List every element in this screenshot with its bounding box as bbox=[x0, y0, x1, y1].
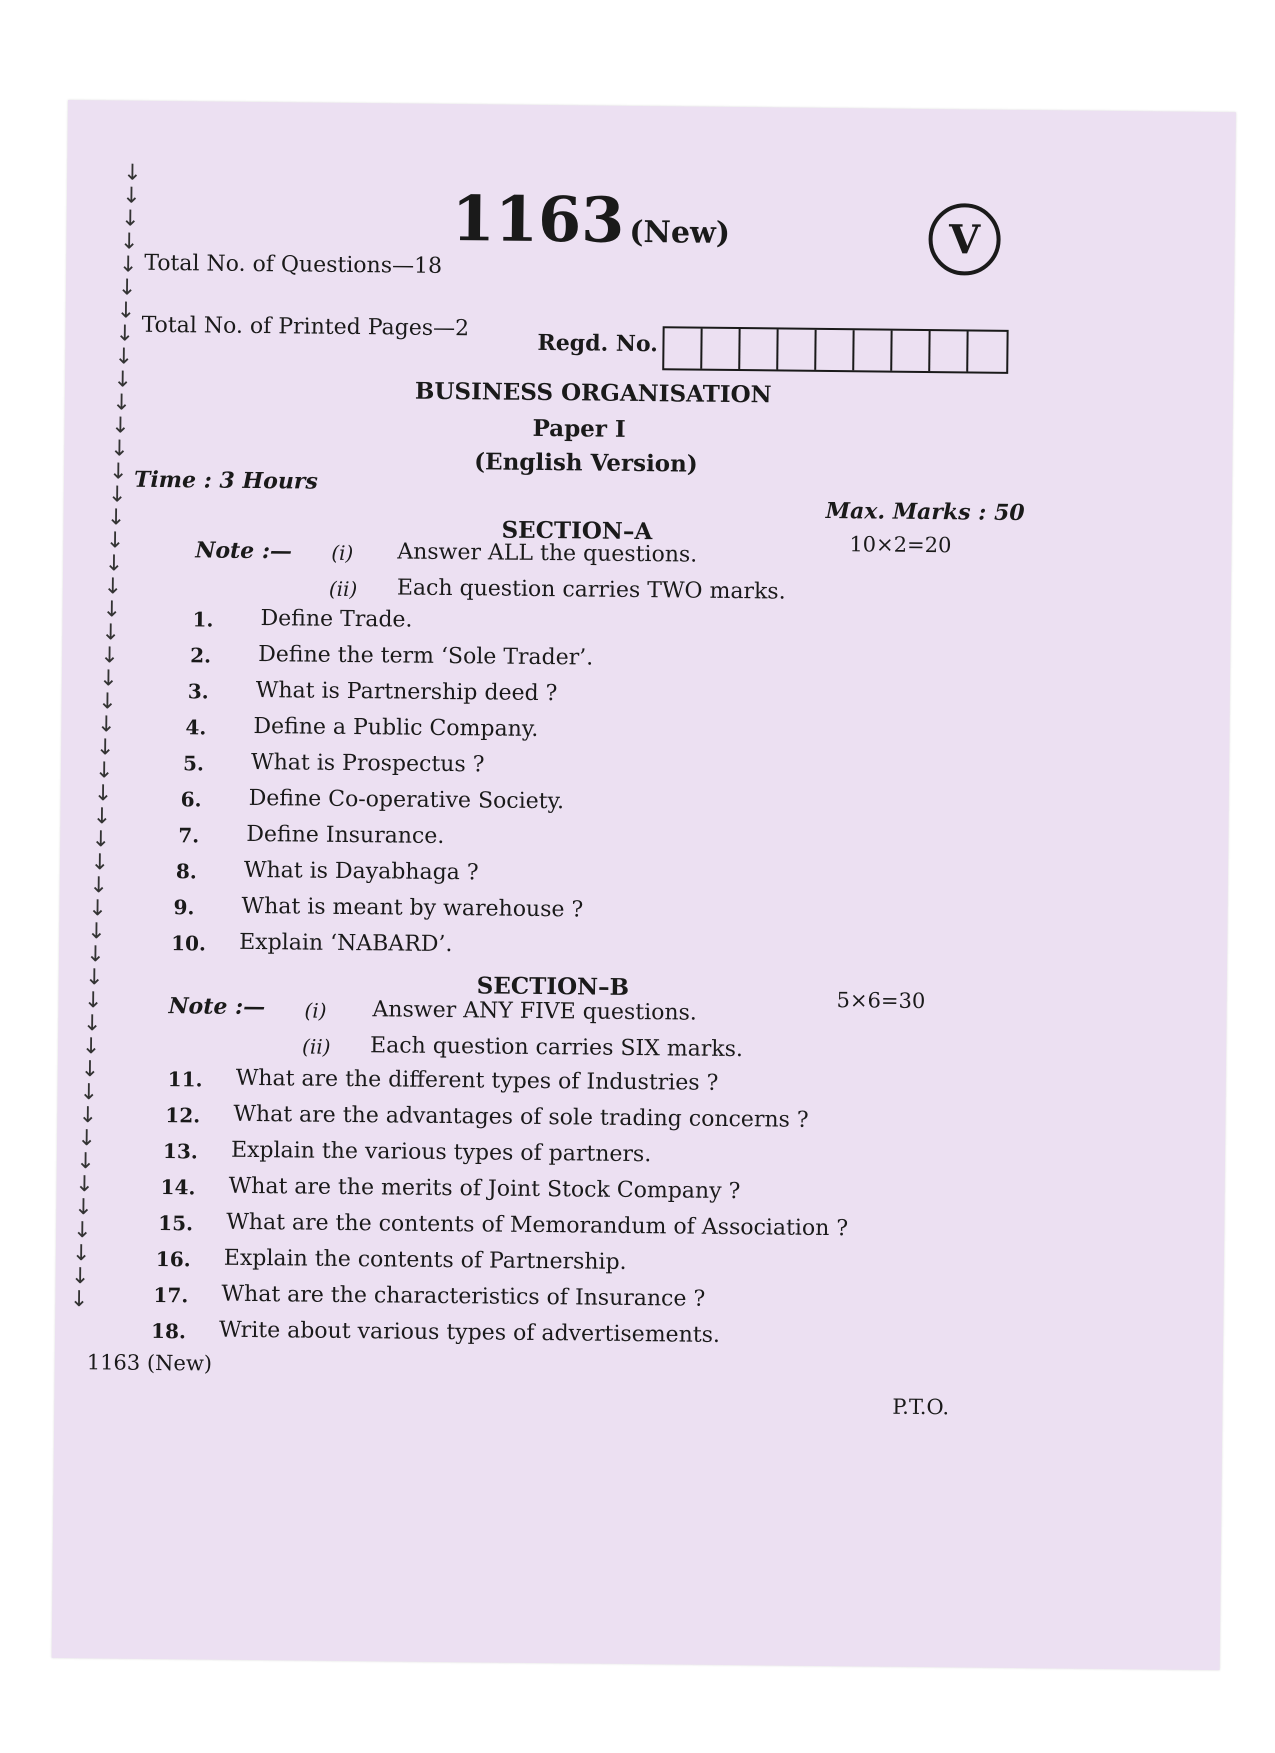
margin-arrow: ↓ bbox=[72, 1218, 92, 1244]
regd-digit-box[interactable] bbox=[968, 331, 1006, 371]
margin-arrow: ↓ bbox=[95, 735, 115, 761]
section-b-note-label: Note :— bbox=[168, 993, 266, 1021]
question-text: Explain the various types of partners. bbox=[230, 1137, 652, 1168]
margin-arrow: ↓ bbox=[90, 850, 110, 876]
question-text: What are the different types of Industries ? bbox=[235, 1065, 719, 1096]
question-number: 17. bbox=[153, 1282, 189, 1308]
question-number: 8. bbox=[175, 859, 197, 884]
margin-arrow: ↓ bbox=[101, 620, 120, 646]
margin-arrow: ↓ bbox=[69, 1287, 89, 1313]
regd-digit-box[interactable] bbox=[740, 329, 778, 369]
margin-arrow: ↓ bbox=[71, 1241, 91, 1267]
margin-arrow: ↓ bbox=[98, 689, 117, 715]
margin-arrow: ↓ bbox=[81, 1034, 101, 1060]
question-text: Define the term ‘Sole Trader’. bbox=[258, 642, 594, 671]
section-a-heading: SECTION–A bbox=[501, 516, 653, 546]
margin-arrow: ↓ bbox=[119, 229, 139, 255]
margin-arrow: ↓ bbox=[80, 1057, 100, 1083]
question-text: Define Trade. bbox=[260, 606, 413, 633]
note-item-number: (ii) bbox=[328, 576, 358, 602]
note-item-number: (i) bbox=[331, 540, 354, 566]
version-badge bbox=[928, 203, 1001, 276]
question-number: 11. bbox=[167, 1067, 203, 1092]
margin-arrow: ↓ bbox=[96, 712, 116, 738]
exam-sheet bbox=[52, 100, 1236, 1670]
question-text: What is Prospectus ? bbox=[250, 749, 485, 778]
question-number: 1. bbox=[192, 607, 214, 632]
note-item-number: (ii) bbox=[301, 1034, 331, 1059]
section-b-heading: SECTION–B bbox=[476, 972, 630, 1001]
margin-arrow: ↓ bbox=[84, 965, 104, 991]
paper-title bbox=[451, 182, 730, 258]
margin-arrow: ↓ bbox=[89, 873, 108, 899]
question-number: 7. bbox=[178, 823, 200, 848]
margin-arrow: ↓ bbox=[111, 413, 130, 439]
total-questions: Total No. of Questions—18 bbox=[144, 250, 443, 279]
regd-label: Regd. No. bbox=[537, 329, 659, 358]
question-number: 4. bbox=[185, 715, 207, 740]
margin-arrow: ↓ bbox=[94, 758, 114, 784]
question-number: 9. bbox=[173, 895, 195, 920]
question-text: What is meant by warehouse ? bbox=[241, 893, 584, 923]
margin-arrow: ↓ bbox=[118, 252, 138, 278]
section-b-scheme: 5×6=30 bbox=[836, 988, 926, 1014]
margin-arrow: ↓ bbox=[112, 390, 131, 416]
regd-number-boxes[interactable] bbox=[662, 326, 1008, 374]
question-text: Explain the contents of Partnership. bbox=[223, 1245, 627, 1275]
question-number: 18. bbox=[150, 1318, 187, 1344]
regd-digit-box[interactable] bbox=[816, 330, 854, 370]
question-text: What are the merits of Joint Stock Company ? bbox=[228, 1173, 741, 1205]
margin-arrow: ↓ bbox=[116, 298, 136, 324]
margin-arrow: ↓ bbox=[106, 505, 126, 531]
question-text: Define Co-operative Society. bbox=[248, 785, 565, 815]
margin-arrow: ↓ bbox=[115, 321, 135, 347]
margin-arrow: ↓ bbox=[108, 459, 128, 485]
margin-arrow: ↓ bbox=[86, 942, 105, 968]
margin-arrow: ↓ bbox=[82, 1011, 102, 1037]
margin-arrow: ↓ bbox=[93, 781, 113, 807]
question-number: 5. bbox=[182, 751, 205, 776]
question-number: 3. bbox=[187, 679, 209, 704]
question-number: 10. bbox=[171, 931, 207, 956]
paper-code: 1163 bbox=[451, 182, 625, 257]
time-limit: Time : 3 Hours bbox=[133, 466, 318, 495]
question-text: Write about various types of advertisements. bbox=[218, 1317, 721, 1348]
regd-digit-box[interactable] bbox=[778, 329, 816, 369]
question-number: 15. bbox=[158, 1211, 194, 1236]
margin-arrow: ↓ bbox=[105, 528, 125, 554]
footer-paper-code: 1163 (New) bbox=[86, 1350, 213, 1376]
margin-arrow: ↓ bbox=[117, 275, 137, 301]
question-number: 13. bbox=[162, 1139, 198, 1164]
margin-arrow: ↓ bbox=[88, 896, 107, 922]
question-text: What are the advantages of sole trading concerns ? bbox=[233, 1101, 809, 1133]
note-item-text: Each question carries SIX marks. bbox=[369, 1033, 744, 1063]
margin-arrow: ↓ bbox=[77, 1126, 97, 1152]
section-a-scheme: 10×2=20 bbox=[849, 532, 952, 558]
total-pages: Total No. of Printed Pages—2 bbox=[141, 312, 470, 342]
question-number: 6. bbox=[180, 787, 202, 812]
margin-arrow: ↓ bbox=[104, 551, 124, 577]
margin-arrow: ↓ bbox=[74, 1195, 93, 1221]
margin-arrow: ↓ bbox=[100, 643, 119, 669]
paper-tag: (New) bbox=[629, 214, 731, 251]
margin-arrow: ↓ bbox=[99, 666, 118, 692]
margin-arrow: ↓ bbox=[75, 1172, 94, 1198]
margin-arrow: ↓ bbox=[113, 367, 132, 393]
regd-digit-box[interactable] bbox=[892, 331, 930, 371]
question-text: Define Insurance. bbox=[246, 821, 445, 849]
version-badge-letter: V bbox=[948, 215, 981, 264]
question-text: What is Dayabhaga ? bbox=[243, 857, 479, 886]
note-item-number: (i) bbox=[304, 998, 327, 1023]
note-item-text: Answer ANY FIVE questions. bbox=[372, 997, 698, 1026]
margin-arrow: ↓ bbox=[114, 344, 134, 370]
margin-arrow: ↓ bbox=[107, 482, 127, 508]
paper-number: Paper I bbox=[532, 414, 626, 443]
regd-digit-box[interactable] bbox=[854, 330, 892, 370]
note-item-text: Answer ALL the questions. bbox=[397, 539, 698, 568]
margin-arrow: ↓ bbox=[122, 183, 141, 209]
question-number: 12. bbox=[165, 1103, 201, 1128]
regd-digit-box[interactable] bbox=[664, 328, 702, 368]
margin-arrow: ↓ bbox=[120, 206, 140, 232]
margin-arrow: ↓ bbox=[123, 160, 142, 186]
margin-arrow: ↓ bbox=[76, 1149, 95, 1175]
max-marks: Max. Marks : 50 bbox=[825, 497, 1025, 527]
margin-arrow: ↓ bbox=[83, 988, 103, 1014]
version-label: (English Version) bbox=[474, 448, 698, 478]
margin-arrow: ↓ bbox=[92, 804, 112, 830]
question-text: Explain ‘NABARD’. bbox=[239, 929, 453, 958]
question-text: What are the characteristics of Insurance ? bbox=[221, 1281, 706, 1312]
margin-arrow: ↓ bbox=[87, 919, 106, 945]
margin-arrow: ↓ bbox=[70, 1264, 90, 1290]
margin-arrow: ↓ bbox=[110, 436, 129, 462]
subject-title: BUSINESS ORGANISATION bbox=[414, 377, 772, 409]
question-text: What are the contents of Memorandum of Association ? bbox=[226, 1209, 849, 1242]
margin-arrow: ↓ bbox=[79, 1080, 99, 1106]
note-item-text: Each question carries TWO marks. bbox=[396, 575, 786, 605]
regd-digit-box[interactable] bbox=[702, 329, 740, 369]
question-number: 2. bbox=[190, 643, 212, 668]
margin-arrow: ↓ bbox=[102, 597, 122, 623]
footer-pto: P.T.O. bbox=[892, 1394, 950, 1420]
question-number: 16. bbox=[155, 1246, 191, 1272]
margin-arrow: ↓ bbox=[78, 1103, 98, 1129]
question-text: Define a Public Company. bbox=[253, 713, 539, 742]
question-number: 14. bbox=[160, 1175, 196, 1200]
margin-arrow: ↓ bbox=[91, 827, 111, 853]
regd-digit-box[interactable] bbox=[930, 331, 968, 371]
question-text: What is Partnership deed ? bbox=[255, 677, 558, 707]
margin-arrow: ↓ bbox=[103, 574, 123, 600]
section-a-note-label: Note :— bbox=[195, 537, 293, 565]
